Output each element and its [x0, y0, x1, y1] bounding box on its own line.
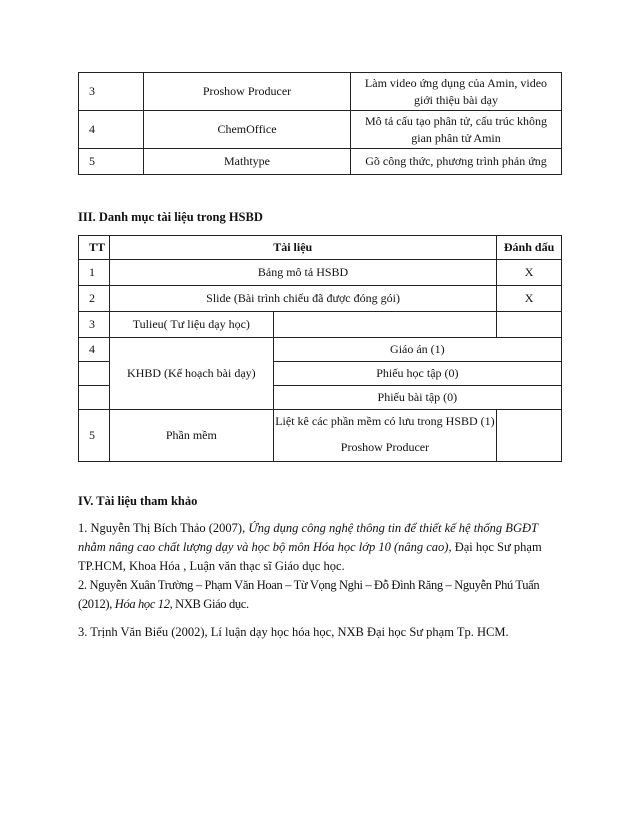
empty-cell [79, 386, 110, 410]
table-header-row [79, 236, 562, 260]
reference-2-title: Hóa học 12 [114, 597, 170, 611]
mark-value: X [497, 286, 562, 312]
reference-3: 3. Trịnh Văn Biểu (2002), Lí luận dạy học hóa học, NXB Đại học Sư phạm Tp. HCM. [78, 625, 509, 639]
document-group: KHBD (Kế hoạch bài dạy) [109, 338, 273, 410]
row-number: 4 [79, 338, 110, 362]
table-row [79, 286, 562, 312]
software-list [273, 410, 496, 462]
table-row [79, 312, 562, 338]
table-row [79, 73, 562, 111]
sub-document: Phiếu học tập (0) [273, 362, 561, 386]
software-description: Làm video ứng dụng của Amin, video giới thiệu bài dạy [351, 73, 562, 111]
software-list-title: Liệt kê các phần mềm có lưu trong HSBD (1) [275, 414, 495, 428]
document-name: Bảng mô tả HSBD [109, 260, 496, 286]
row-number: 4 [79, 111, 144, 149]
software-name: ChemOffice [144, 111, 351, 149]
header-spacer [109, 236, 273, 260]
document-name: Tulieu( Tư liệu dạy học) [109, 312, 273, 338]
document-list-table [78, 235, 562, 462]
software-list-item: Proshow Producer [340, 440, 430, 454]
software-description: Gõ công thức, phương trình phản ứng [351, 149, 562, 175]
sub-document: Phiếu bài tập (0) [273, 386, 561, 410]
software-table [78, 72, 562, 175]
empty-cell [497, 312, 562, 338]
table-row [79, 410, 562, 462]
table-row [79, 260, 562, 286]
table-row [79, 338, 562, 362]
document-group: Phần mềm [109, 410, 273, 462]
software-name: Proshow Producer [144, 73, 351, 111]
reference-1-title: Ứng dụng công nghệ thông tin để thiết kế hệ thống BGĐT nhằm nâng cao chất lượng dạy và học bộ môn Hóa học lớp 10 (nâng cao), [78, 521, 538, 554]
row-number: 3 [79, 312, 110, 338]
table-row [79, 111, 562, 149]
reference-1 [78, 519, 558, 576]
reference-1-authors: 1. Nguyễn Thị Bích Thảo (2007), [78, 521, 249, 535]
empty-cell [273, 312, 496, 338]
row-number: 3 [79, 73, 144, 111]
table-row [79, 149, 562, 175]
sub-document: Giáo án (1) [273, 338, 561, 362]
row-number: 1 [79, 260, 110, 286]
empty-cell [497, 410, 562, 462]
row-number: 5 [79, 410, 110, 462]
row-number: 5 [79, 149, 144, 175]
header-mark: Đánh dấu [497, 236, 562, 260]
reference-2 [78, 576, 558, 614]
header-document: Tài liệu [273, 236, 496, 260]
reference-2-publisher: , NXB Giáo dục. [169, 597, 249, 611]
section-4-title: IV. Tài liệu tham khảo [78, 494, 198, 508]
empty-cell [79, 362, 110, 386]
row-number: 2 [79, 286, 110, 312]
reference-1-publisher: Đại học Sư phạm TP.HCM, Khoa Hóa , Luận văn thạc sĩ Giáo dục học. [78, 540, 542, 573]
document-name: Slide (Bài trình chiếu đã được đóng gói) [109, 286, 496, 312]
header-tt: TT [79, 236, 110, 260]
mark-value: X [497, 260, 562, 286]
reference-2-authors: 2. Nguyễn Xuân Trường – Phạm Văn Hoan – Từ Vọng Nghi – Đỗ Đình Răng – Nguyễn Phú Tuấn (2012), [78, 578, 540, 611]
software-description: Mô tả cấu tạo phân tử, cấu trúc không gian phân tử Amin [351, 111, 562, 149]
software-name: Mathtype [144, 149, 351, 175]
section-3-title: III. Danh mục tài liệu trong HSBD [78, 210, 263, 224]
